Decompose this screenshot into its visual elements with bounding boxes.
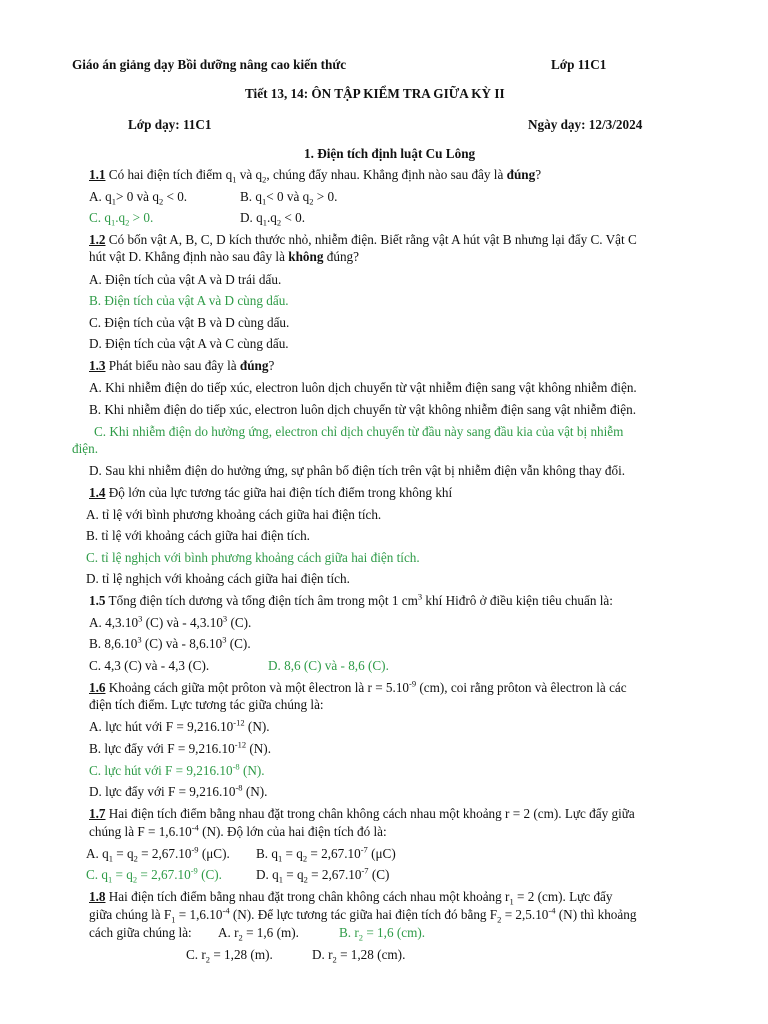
option-d: D. Sau khi nhiễm điện do hưởng ứng, sự phân bố điện tích trên vật bị nhiễm điện vẫn không thay đổi.	[89, 463, 626, 478]
option-d: D. tỉ lệ nghịch với khoảng cách giữa hai điện tích.	[86, 571, 350, 586]
option-d: D. $q_1.q_2 < 0$.	[240, 210, 306, 228]
option-c-correct: C. $q_1.q_2 > 0$.	[89, 210, 154, 228]
question-1-3: 1.3 Phát biểu nào sau đây là đúng?	[89, 358, 275, 373]
option-c-correct: C. Khi nhiễm điện do hưởng ứng, electron chỉ dịch chuyển từ đầu này sang đầu kia của vật bị nhiễm	[94, 424, 624, 439]
option-a: A. $q_1> 0$ và $q_2 < 0$.	[89, 189, 188, 207]
option-b-correct: B. Điện tích của vật A và D cùng dấu.	[89, 293, 289, 308]
option-d: D. $q_1 = q_2 = 2,67.10^{-7}$ (C)	[256, 865, 390, 885]
option-c: C. Điện tích của vật B và D cùng dấu.	[89, 315, 290, 330]
option-c-correct: C. lực hút với $F = 9,216.10^{-8}$ (N).	[89, 761, 265, 778]
option-a: A. $r_2 = 1,6$ (m).	[218, 925, 299, 943]
option-b: B. $q_1 = q_2 = 2,67.10^{-7}$ (μC)	[256, 844, 396, 864]
option-a: A. lực hút với $F = 9,216.10^{-12}$ (N).	[89, 717, 270, 734]
section-title: 1. Điện tích định luật Cu Lông	[304, 146, 476, 161]
option-b: B. 8,6.10$^3$ (C) và - 8,6.10$^3$ (C).	[89, 634, 251, 651]
teaching-class: Lớp dạy: 11C1	[128, 117, 212, 132]
question-1-2: 1.2 Có bốn vật A, B, C, D kích thước nhỏ, nhiễm điện. Biết rằng vật A hút vật B nhưng lại đẩy C. Vật C	[89, 232, 637, 247]
question-1-5: 1.5 Tổng điện tích dương và tổng điện tích âm trong một 1 $cm^3$ khí Hiđrô ở điều kiện tiêu chuẩn là:	[89, 591, 613, 608]
option-b: B. Khi nhiễm điện do tiếp xúc, electron luôn dịch chuyển từ vật không nhiễm điện sang vật nhiễm điện.	[89, 402, 636, 417]
doc-header-class: Lớp 11C1	[551, 57, 607, 72]
option-a: A. Khi nhiễm điện do tiếp xúc, electron luôn dịch chuyển từ vật nhiễm điện sang vật không nhiễm điện.	[89, 380, 637, 395]
question-1-2-line2: hút vật D. Khẳng định nào sau đây là không đúng?	[89, 249, 359, 264]
option-b: B. tỉ lệ với khoảng cách giữa hai điện tích.	[86, 528, 310, 543]
question-1-8-line3: cách giữa chúng là:	[89, 925, 192, 940]
option-c: C. 4,3 (C) và - 4,3 (C).	[89, 658, 210, 673]
option-d-correct: D. 8,6 (C) và - 8,6 (C).	[268, 658, 389, 673]
option-a: A. Điện tích của vật A và D trái dấu.	[89, 272, 282, 287]
option-a: A. $q_1 = q_2 = 2,67.10^{-9}$ (μC).	[86, 844, 230, 864]
option-b: B. $q_1< 0$ và $q_2 > 0$.	[240, 189, 338, 207]
question-1-1: 1.1 Có hai điện tích điểm $q_1$ và $q_2$, chúng đẩy nhau. Khẳng định nào sau đây là đúng?	[89, 167, 542, 185]
question-1-7-line2: chúng là $F = 1,6.10^{-4}$ (N). Độ lớn của hai điện tích đó là:	[89, 822, 387, 839]
question-1-6-line2: điện tích điểm. Lực tương tác giữa chúng là:	[89, 697, 324, 712]
option-c: C. $r_2 = 1,28$ (m).	[186, 947, 273, 965]
question-1-7: 1.7 Hai điện tích điểm bằng nhau đặt trong chân không cách nhau một khoảng r = 2 (cm). Lực đẩy giữa	[89, 806, 635, 821]
option-d: D. lực đẩy với $F = 9,216.10^{-8}$ (N).	[89, 782, 268, 799]
option-a: A. 4,3.10$^3$ (C) và - 4,3.10$^3$ (C).	[89, 613, 252, 630]
option-d: D. $r_2 = 1,28$ (cm).	[312, 947, 406, 965]
option-c-correct: C. tỉ lệ nghịch với bình phương khoảng cách giữa hai điện tích.	[86, 550, 420, 565]
question-1-4: 1.4 Độ lớn của lực tương tác giữa hai điện tích điểm trong không khí	[89, 485, 453, 500]
option-d: D. Điện tích của vật A và C cùng dấu.	[89, 336, 289, 351]
option-c-correct: C. $q_1 = q_2 = 2,67.10^{-9}$ (C).	[86, 865, 222, 885]
doc-header-left: Giáo án giảng dạy Bồi dưỡng nâng cao kiến thức	[72, 57, 347, 72]
option-b-correct: B. $r_2 = 1,6$ (cm).	[339, 925, 426, 943]
option-c-correct-cont: điện.	[72, 441, 99, 456]
question-1-8-line2: giữa chúng là $F_1 = 1,6.10^{-4}$ (N). Để lực tương tác giữa hai điện tích đó bằng $F_2 = 2,5.10^{-4}$ (N) thì khoảng	[89, 905, 637, 925]
question-1-6: 1.6 Khoảng cách giữa một prôton và một êlectron là $r = 5.10^{-9}$ (cm), coi rằng prôton và êlectron là các	[89, 678, 627, 695]
lesson-title: Tiết 13, 14: ÔN TẬP KIỂM TRA GIỮA KỲ II	[245, 86, 505, 101]
option-b: B. lực đẩy với $F = 9,216.10^{-12}$ (N).	[89, 739, 271, 756]
teaching-date: Ngày dạy: 12/3/2024	[528, 117, 643, 132]
question-1-8: 1.8 Hai điện tích điểm bằng nhau đặt trong chân không cách nhau một khoảng $r_1 = 2$ (cm). Lực đẩy	[89, 889, 613, 907]
option-a: A. tỉ lệ với bình phương khoảng cách giữa hai điện tích.	[86, 507, 382, 522]
